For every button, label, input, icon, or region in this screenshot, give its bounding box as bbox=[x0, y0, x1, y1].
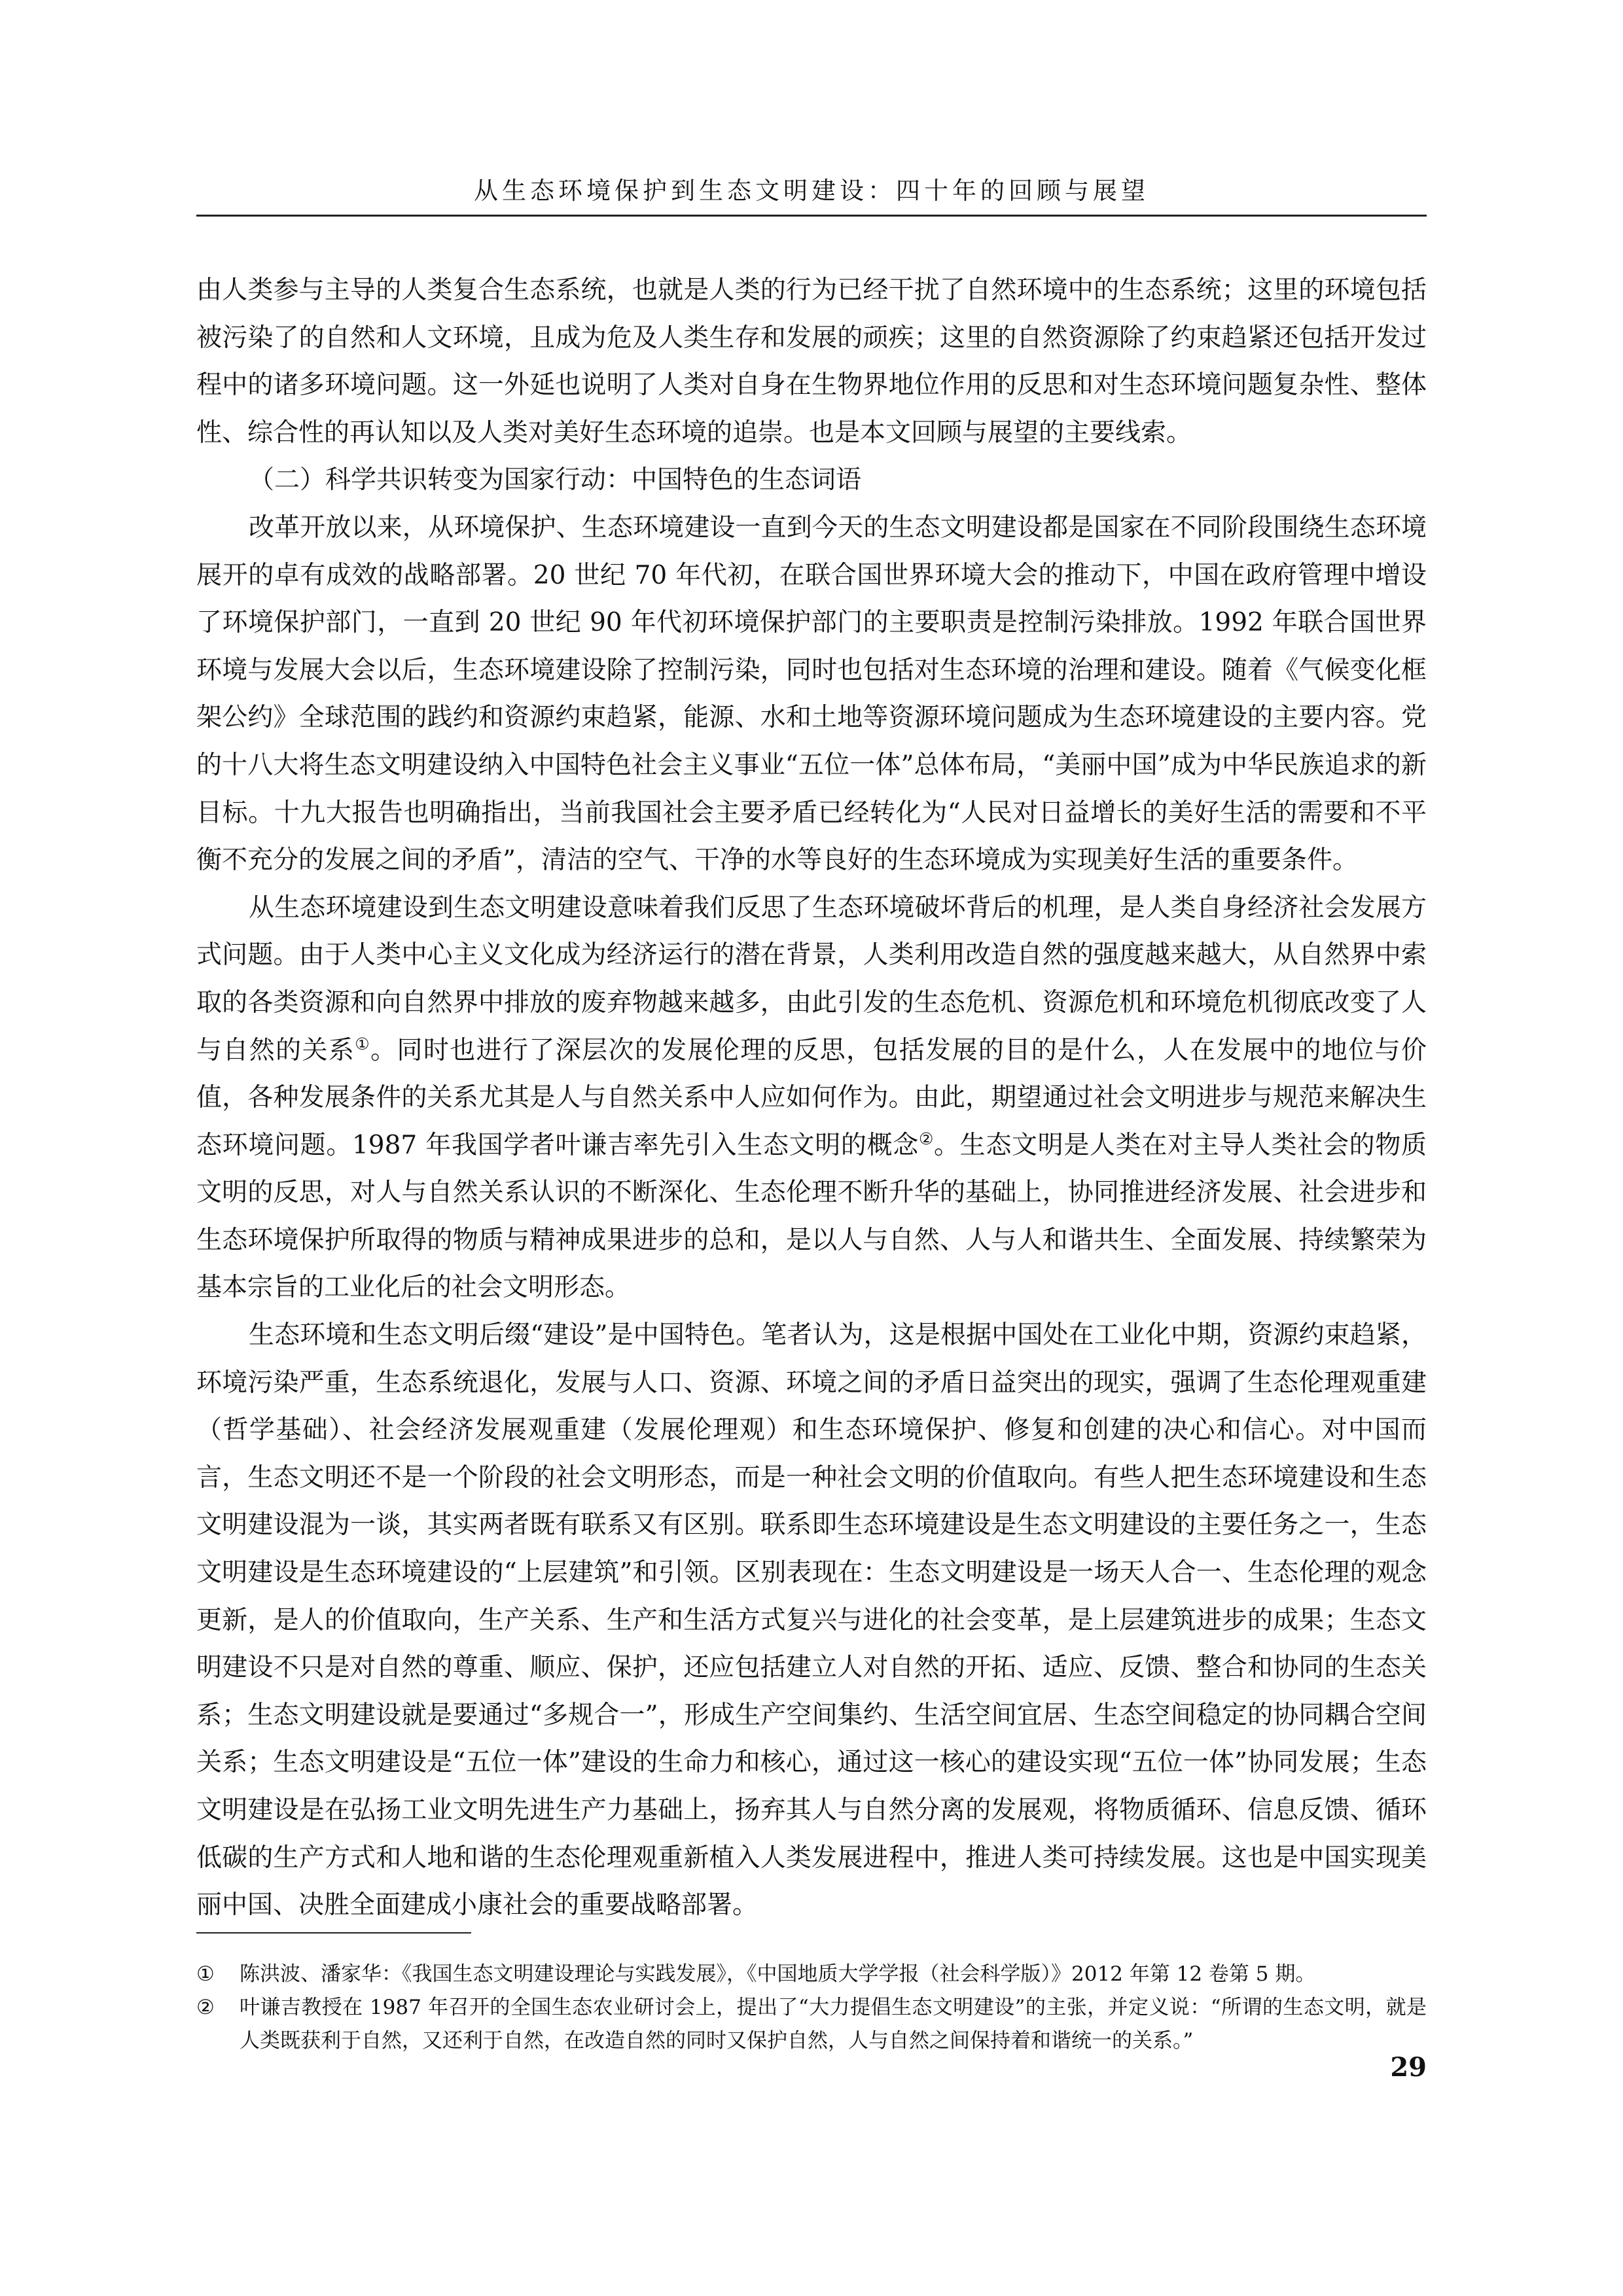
paragraph-3-part-c: 。生态文明是人类在对主导人类社会的物质文明的反思，对人与自然关系认识的不断深化、生态伦理不断升华的基础上，协同推进经济发展、社会进步和生态环境保护所取得的物质与精神成果进步的总和，是以人与自然、人与人和谐共生、全面发展、持续繁荣为基本宗旨的工业化后的社会文明形态。 bbox=[196, 1130, 1427, 1303]
body-text bbox=[196, 267, 1427, 1930]
footnote-2 bbox=[196, 1991, 1427, 2058]
paragraph-3 bbox=[196, 885, 1427, 1312]
footnote-1 bbox=[196, 1958, 1427, 1991]
paragraph-3-part-b: 。同时也进行了深层次的发展伦理的反思，包括发展的目的是什么，人在发展中的地位与价值，各种发展条件的关系尤其是人与自然关系中人应如何作为。由此，期望通过社会文明进步与规范来解决生态环境问题。1987 年我国学者叶谦吉率先引入生态文明的概念 bbox=[196, 1035, 1427, 1160]
paragraph-1: 由人类参与主导的人类复合生态系统，也就是人类的行为已经干扰了自然环境中的生态系统；这里的环境包括被污染了的自然和人文环境，且成为危及人类生存和发展的顽疾；这里的自然资源除了约束趋紧还包括开发过程中的诸多环境问题。这一外延也说明了人类对自身在生物界地位作用的反思和对生态环境问题复杂性、整体性、综合性的再认知以及人类对美好生态环境的追崇。也是本文回顾与展望的主要线索。 bbox=[196, 275, 1427, 448]
header-rule bbox=[196, 215, 1427, 217]
running-header: 从生态环境保护到生态文明建设：四十年的回顾与展望 bbox=[474, 177, 1149, 205]
footnote-ref-1[interactable]: ① bbox=[355, 1034, 371, 1053]
footnote-ref-2[interactable]: ② bbox=[918, 1129, 935, 1148]
paragraph-2: 改革开放以来，从环境保护、生态环境建设一直到今天的生态文明建设都是国家在不同阶段围绕生态环境展开的卓有成效的战略部署。20 世纪 70 年代初，在联合国世界环境大会的推动下，中国在政府管理中增设了环境保护部门，一直到 20 世纪 90 年代初环境保护部门的主要职责是控制污染排放。1992 年联合国世界环境与发展大会以后，生态环境建设除了控制污染，同时也包括对生态环境的治理和建设。随着《气候变化框架公约》全球范围的践约和资源约束趋紧，能源、水和土地等资源环境问题成为生态环境建设的主要内容。党的十八大将生态文明建设纳入中国特色社会主义事业“五位一体”总体布局，“美丽中国”成为中华民族追求的新目标。十九大报告也明确指出，当前我国社会主要矛盾已经转化为“人民对日益增长的美好生活的需要和不平衡不充分的发展之间的矛盾”，清洁的空气、干净的水等良好的生态环境成为实现美好生活的重要条件。 bbox=[196, 512, 1427, 875]
footnote-rule bbox=[196, 1932, 471, 1934]
paragraph-4: 生态环境和生态文明后缀“建设”是中国特色。笔者认为，这是根据中国处在工业化中期，资源约束趋紧，环境污染严重，生态系统退化，发展与人口、资源、环境之间的矛盾日益突出的现实，强调了生态伦理观重建（哲学基础）、社会经济发展观重建（发展伦理观）和生态环境保护、修复和创建的决心和信心。对中国而言，生态文明还不是一个阶段的社会文明形态，而是一种社会文明的价值取向。有些人把生态环境建设和生态文明建设混为一谈，其实两者既有联系又有区别。联系即生态环境建设是生态文明建设的主要任务之一，生态文明建设是生态环境建设的“上层建筑”和引领。区别表现在：生态文明建设是一场天人合一、生态伦理的观念更新，是人的价值取向，生产关系、生产和生活方式复兴与进化的社会变革，是上层建筑进步的成果；生态文明建设不只是对自然的尊重、顺应、保护，还应包括建立人对自然的开拓、适应、反馈、整合和协同的生态关系；生态文明建设就是要通过“多规合一”，形成生产空间集约、生活空间宜居、生态空间稳定的协同耦合空间关系；生态文明建设是“五位一体”建设的生命力和核心，通过这一核心的建设实现“五位一体”协同发展；生态文明建设是在弘扬工业文明先进生产力基础上，扬弃其人与自然分离的发展观，将物质循环、信息反馈、循环低碳的生产方式和人地和谐的生态伦理观重新植入人类发展进程中，推进人类可持续发展。这也是中国实现美丽中国、决胜全面建成小康社会的重要战略部署。 bbox=[196, 1320, 1427, 1920]
page-number: 29 bbox=[1390, 2052, 1427, 2083]
section-subheading: （二）科学共识转变为国家行动：中国特色的生态词语 bbox=[249, 465, 862, 495]
paragraph-3-part-a: 从生态环境建设到生态文明建设意味着我们反思了生态环境破坏背后的机理，是人类自身经济社会发展方式问题。由于人类中心主义文化成为经济运行的潜在背景，人类利用改造自然的强度越来越大，从自然界中索取的各类资源和向自然界中排放的废弃物越来越多，由此引发的生态危机、资源危机和环境危机彻底改变了人与自然的关系 bbox=[196, 892, 1427, 1065]
footnote-mark: ② bbox=[196, 1996, 215, 2019]
footnotes bbox=[196, 1958, 1427, 2058]
footnote-text: 陈洪波、潘家华：《我国生态文明建设理论与实践发展》，《中国地质大学学报（社会科学版）》2012 年第 12 卷第 5 期。 bbox=[240, 1962, 1316, 1986]
footnote-mark: ① bbox=[196, 1962, 215, 1986]
footnote-text: 叶谦吉教授在 1987 年召开的全国生态农业研讨会上，提出了“大力提倡生态文明建设”的主张，并定义说：“所谓的生态文明，就是人类既获利于自然，又还利于自然，在改造自然的同时又保护自然，人与自然之间保持着和谐统一的关系。” bbox=[240, 1996, 1427, 2053]
